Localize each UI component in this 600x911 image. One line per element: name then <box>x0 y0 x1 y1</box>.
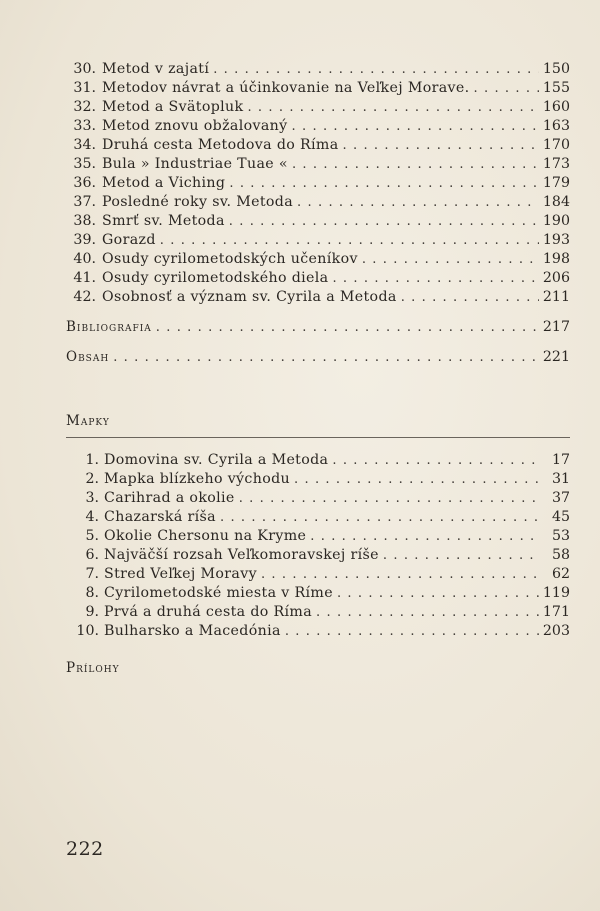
entry-number: 6. <box>85 547 99 563</box>
entry-title: Bulharsko a Macedónia <box>104 623 281 639</box>
map-entry <box>66 507 570 527</box>
entry-title: Okolie Chersonu na Kryme <box>104 528 307 544</box>
entry-page: 193 <box>542 232 570 248</box>
toc-entry <box>66 192 570 212</box>
entry-title: Posledné roky sv. Metoda <box>102 194 294 210</box>
entry-number: 42. <box>73 289 96 305</box>
bibliography-title: Bibliografia <box>66 319 152 335</box>
entry-title: Osudy cyrilometodského diela <box>102 270 329 286</box>
leader-dots <box>261 565 540 585</box>
leader-dots <box>316 603 539 623</box>
entry-number: 8. <box>85 585 99 601</box>
leader-dots <box>213 60 539 80</box>
entry-number: 31. <box>73 80 96 96</box>
map-entry <box>66 621 570 641</box>
entry-page: 58 <box>551 547 570 563</box>
entry-page: 206 <box>542 270 570 286</box>
entry-page: 184 <box>542 194 570 210</box>
entry-page: 173 <box>542 156 570 172</box>
entry-title: Metod a Svätopluk <box>102 99 244 115</box>
entry-title: Bula » Industriae Tuae « <box>102 156 288 172</box>
leader-dots <box>285 622 539 642</box>
leader-dots <box>332 269 538 289</box>
toc-entry <box>66 249 570 269</box>
entry-title: Prvá a druhá cesta do Ríma <box>104 604 313 620</box>
leader-dots <box>362 250 539 270</box>
map-entry <box>66 545 570 565</box>
entry-number: 30. <box>73 61 96 77</box>
entry-number: 10. <box>76 623 99 639</box>
entry-page: 211 <box>542 289 570 305</box>
leader-dots <box>229 174 539 194</box>
toc-entry <box>66 59 570 79</box>
entry-number: 39. <box>73 232 96 248</box>
leader-dots <box>332 451 540 471</box>
entry-number: 37. <box>73 194 96 210</box>
entry-title: Cyrilometodské miesta v Ríme <box>104 585 333 601</box>
entry-number: 35. <box>73 156 96 172</box>
map-entry <box>66 450 570 470</box>
leader-dots <box>310 527 540 547</box>
entry-page: 150 <box>542 61 570 77</box>
entry-title: Smrť sv. Metoda <box>102 213 225 229</box>
map-entry <box>66 469 570 489</box>
toc-entry <box>66 268 570 288</box>
entry-page: 31 <box>551 471 570 487</box>
entry-number: 1. <box>85 452 99 468</box>
contents-page: 221 <box>542 349 570 365</box>
entry-page: 203 <box>542 623 570 639</box>
toc-entry <box>66 135 570 155</box>
entry-number: 32. <box>73 99 96 115</box>
entry-page: 179 <box>542 175 570 191</box>
entry-title: Druhá cesta Metodova do Ríma <box>102 137 339 153</box>
entry-number: 41. <box>73 270 96 286</box>
leader-dots <box>292 117 539 137</box>
entry-title: Gorazd <box>102 232 156 248</box>
page-number: 222 <box>66 838 104 860</box>
leader-dots <box>239 489 540 509</box>
entry-number: 7. <box>85 566 99 582</box>
map-entry <box>66 583 570 603</box>
entry-page: 155 <box>542 80 570 96</box>
leader-dots <box>247 98 538 118</box>
entry-page: 37 <box>551 490 570 506</box>
toc-entry <box>66 287 570 307</box>
bibliography-entry <box>66 317 570 337</box>
entry-title: Stred Veľkej Moravy <box>104 566 257 582</box>
entry-title: Carihrad a okolie <box>104 490 235 506</box>
entry-title: Osobnosť a význam sv. Cyrila a Metoda <box>102 289 397 305</box>
entry-page: 190 <box>542 213 570 229</box>
entry-title: Metod a Viching <box>102 175 226 191</box>
leader-dots <box>343 136 539 156</box>
leader-dots <box>383 546 540 566</box>
entry-page: 45 <box>551 509 570 525</box>
entry-number: 2. <box>85 471 99 487</box>
leader-dots <box>160 231 539 251</box>
entry-title: Metod v zajatí <box>102 61 210 77</box>
entry-title: Najväčší rozsah Veľkomoravskej ríše <box>104 547 379 563</box>
toc-entry <box>66 211 570 231</box>
leader-dots <box>401 288 539 308</box>
entry-number: 40. <box>73 251 96 267</box>
leader-dots <box>292 155 539 175</box>
leader-dots <box>474 79 539 99</box>
entry-page: 17 <box>551 452 570 468</box>
map-entry <box>66 488 570 508</box>
map-entry <box>66 602 570 622</box>
leader-dots <box>156 318 539 338</box>
toc-entry <box>66 230 570 250</box>
entry-title: Metod znovu obžalovaný <box>102 118 288 134</box>
entry-title: Metodov návrat a účinkovanie na Veľkej Morave. <box>102 80 470 96</box>
entry-page: 163 <box>542 118 570 134</box>
entry-page: 62 <box>551 566 570 582</box>
entry-number: 4. <box>85 509 99 525</box>
maps-heading: Mapky <box>66 413 110 429</box>
map-entry <box>66 564 570 584</box>
entry-title: Domovina sv. Cyrila a Metoda <box>104 452 329 468</box>
entry-page: 119 <box>542 585 570 601</box>
entry-number: 5. <box>85 528 99 544</box>
contents-title: Obsah <box>66 349 110 365</box>
entry-number: 38. <box>73 213 96 229</box>
leader-dots <box>113 348 539 368</box>
entry-number: 33. <box>73 118 96 134</box>
entry-number: 34. <box>73 137 96 153</box>
leader-dots <box>220 508 540 528</box>
entry-page: 53 <box>551 528 570 544</box>
entry-page: 171 <box>542 604 570 620</box>
entry-page: 170 <box>542 137 570 153</box>
maps-divider <box>66 437 570 438</box>
leader-dots <box>294 470 540 490</box>
map-entry <box>66 526 570 546</box>
leader-dots <box>297 193 539 213</box>
contents-entry <box>66 347 570 367</box>
entry-page: 198 <box>542 251 570 267</box>
toc-entry <box>66 97 570 117</box>
toc-entry <box>66 154 570 174</box>
entry-page: 160 <box>542 99 570 115</box>
entry-title: Osudy cyrilometodských učeníkov <box>102 251 358 267</box>
entry-number: 3. <box>85 490 99 506</box>
entry-title: Mapka blízkeho východu <box>104 471 291 487</box>
toc-entry <box>66 116 570 136</box>
bibliography-page: 217 <box>542 319 570 335</box>
leader-dots <box>229 212 539 232</box>
toc-entry <box>66 78 570 98</box>
appendices-heading: Prílohy <box>66 660 120 676</box>
entry-number: 36. <box>73 175 96 191</box>
entry-number: 9. <box>85 604 99 620</box>
leader-dots <box>337 584 539 604</box>
toc-entry <box>66 173 570 193</box>
entry-title: Chazarská ríša <box>104 509 216 525</box>
